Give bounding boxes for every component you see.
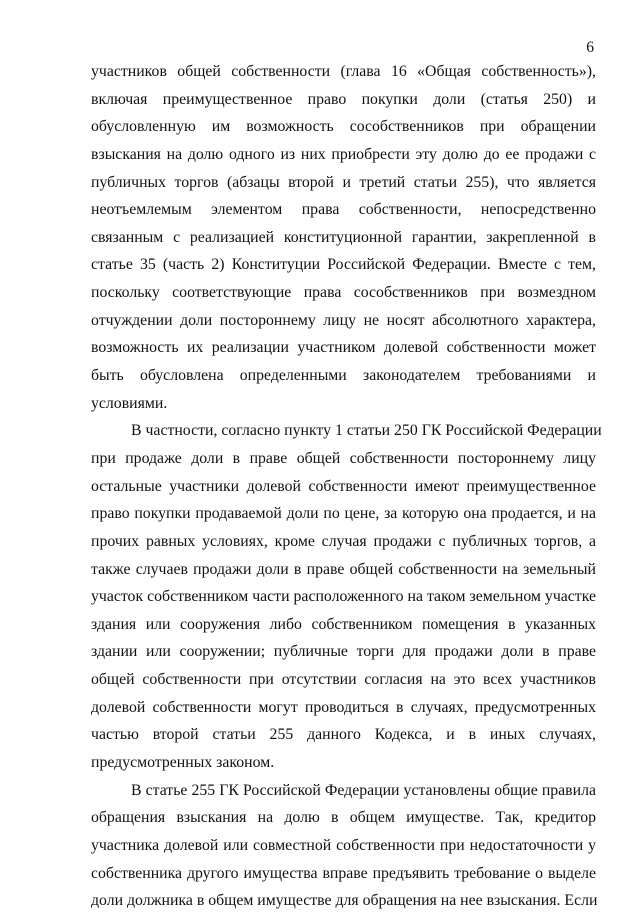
text-line: общей собственности при отсутствии согласия на это всех участников [91,671,596,689]
text-line: предусмотренных законом. [91,754,275,772]
text-line: участников общей собственности (глава 16 «Общая собственность»), [91,63,596,80]
text-line: статье 35 (часть 2) Конституции Российской Федерации. Вместе с тем, [91,256,596,274]
page-number: 6 [586,39,594,56]
text-line: публичных торгов (абзацы второй и третий статьи 255), что является [91,173,596,191]
text-line: связанным с реализацией конституционной гарантии, закрепленной в [91,228,596,246]
text-line: также случаев продажи доли в праве общей собственности на земельный [91,560,596,578]
paragraph [91,58,596,417]
paragraph [91,777,596,915]
text-line: долевой собственности могут проводиться в случаях, предусмотренных [91,698,596,716]
text-line: право покупки продаваемой доли по цене, за которую она продается, и на [91,505,596,523]
text-line: участок собственником части расположенного на таком земельном участке [91,588,596,606]
paragraph [91,417,602,776]
text-line: неотъемлемым элементом права собственности, непосредственно [91,201,596,219]
text-line: собственника другого имущества вправе предъявить требование о выделе [91,864,596,882]
text-line: здании или сооружении; публичные торги для продажи доли в праве [91,643,596,661]
text-line: быть обусловлена определенными законодателем требованиями и [91,367,596,385]
text-line: поскольку соответствующие права сособственников при возмездном [91,284,596,302]
text-line: условиями. [91,394,168,412]
text-line: обусловленную им возможность сособственников при обращении [91,118,596,136]
text-line: при продаже доли в праве общей собственности постороннему лицу [91,449,596,467]
text-line: В частности, согласно пункту 1 статьи 250 ГК Российской Федерации [131,422,602,440]
body-text [91,58,602,915]
text-line: доли должника в общем имуществе для обращения на нее взыскания. Если [91,892,598,910]
text-line: частью второй статьи 255 данного Кодекса, и в иных случаях, [91,726,596,744]
text-line: здания или сооружения либо собственником помещения в указанных [91,615,596,633]
text-line: взыскания на долю одного из них приобрести эту долю до ее продажи с [91,145,596,163]
text-line: обращения взыскания на долю в общем имуществе. Так, кредитор [91,809,596,827]
text-line: остальные участники долевой собственности имеют преимущественное [91,477,596,495]
text-line: отчуждении доли постороннему лицу не носят абсолютного характера, [91,311,596,329]
text-line: прочих равных условиях, кроме случая продажи с публичных торгов, а [91,532,596,550]
text-line: включая преимущественное право покупки доли (статья 250) и [91,90,596,108]
text-line: В статье 255 ГК Российской Федерации установлены общие правила [131,781,596,799]
text-line: участника долевой или совместной собственности при недостаточности у [91,836,596,854]
text-line: возможность их реализации участником долевой собственности может [91,339,596,357]
